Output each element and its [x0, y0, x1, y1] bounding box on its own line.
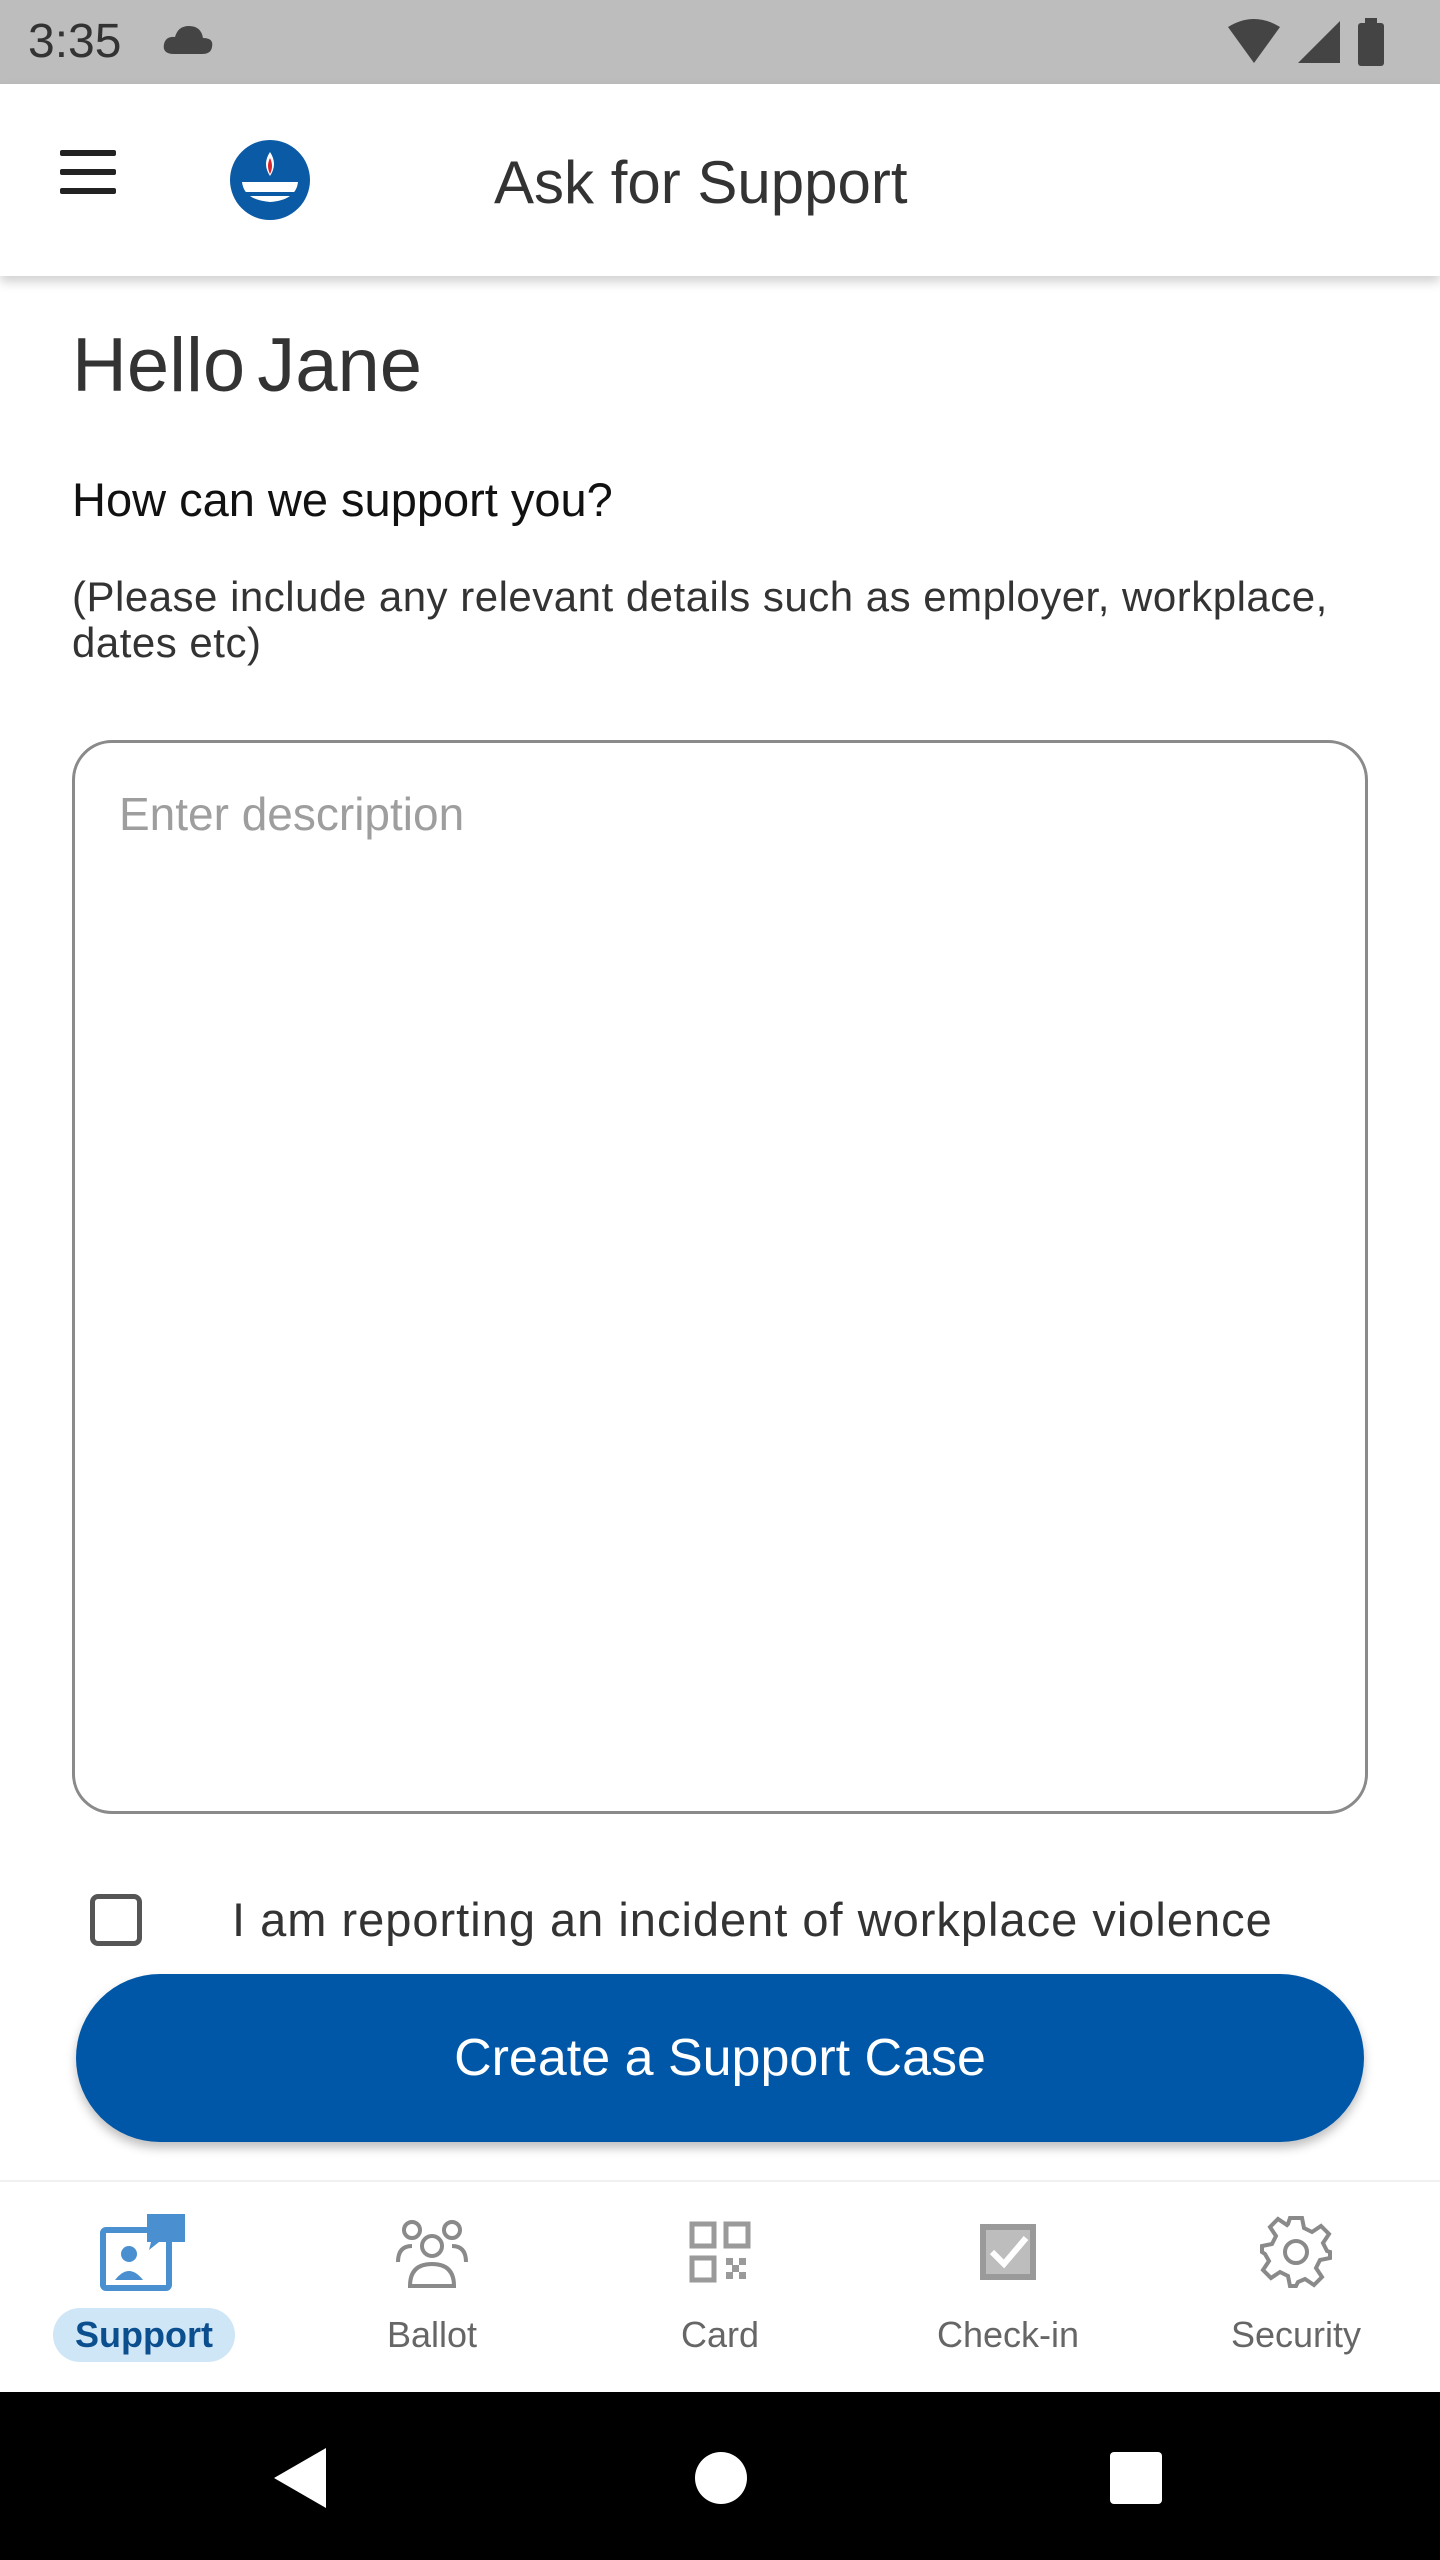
nav-item-support[interactable] [0, 2182, 288, 2392]
bottom-navigation [0, 2180, 1440, 2392]
menu-button[interactable] [56, 150, 124, 210]
page-title: Ask for Support [494, 149, 908, 216]
nav-label-card: Card [680, 2314, 760, 2355]
nav-label-support: Support [53, 2308, 235, 2362]
menu-icon-line [60, 169, 116, 175]
description-field-container [72, 740, 1368, 1814]
gear-icon [1258, 2204, 1334, 2300]
app-bar [0, 84, 1440, 276]
description-input[interactable] [75, 743, 1365, 1811]
system-navigation-bar [0, 2392, 1440, 2560]
menu-icon-line [60, 150, 116, 156]
nav-item-security[interactable] [1152, 2182, 1440, 2392]
create-support-case-button[interactable]: Create a Support Case [76, 1974, 1364, 2142]
greeting-name: Jane [257, 323, 423, 408]
nav-label-security: Security [1230, 2314, 1362, 2355]
signal-icon [1296, 19, 1342, 65]
wifi-icon [1226, 19, 1282, 65]
back-icon[interactable] [270, 2446, 330, 2510]
greeting [72, 322, 422, 409]
check-box-icon [976, 2204, 1040, 2300]
support-icon [99, 2204, 189, 2300]
status-time: 3:35 [28, 15, 122, 68]
violence-checkbox[interactable] [90, 1894, 142, 1946]
nav-item-card[interactable] [576, 2182, 864, 2392]
violence-checkbox-row [90, 1892, 1273, 1947]
people-icon [392, 2204, 472, 2300]
status-icons [1226, 18, 1386, 66]
nav-label-ballot: Ballot [386, 2314, 478, 2355]
greeting-hello: Hello [72, 323, 246, 408]
support-hint: (Please include any relevant details such as employer, workplace, dates etc) [72, 573, 1328, 666]
nav-item-check-in[interactable] [864, 2182, 1152, 2392]
menu-icon-line [60, 188, 116, 194]
home-icon[interactable] [694, 2446, 748, 2510]
qr-code-icon [688, 2204, 752, 2300]
violence-checkbox-label: I am reporting an incident of workplace violence [232, 1893, 1273, 1946]
nav-label-check-in: Check-in [936, 2314, 1080, 2355]
recents-icon[interactable] [1108, 2446, 1164, 2510]
cloud-icon [160, 20, 216, 60]
battery-icon [1356, 18, 1386, 66]
support-question: How can we support you? [72, 473, 613, 526]
union-logo-icon [228, 138, 312, 222]
nav-item-ballot[interactable] [288, 2182, 576, 2392]
status-bar [0, 0, 1440, 84]
